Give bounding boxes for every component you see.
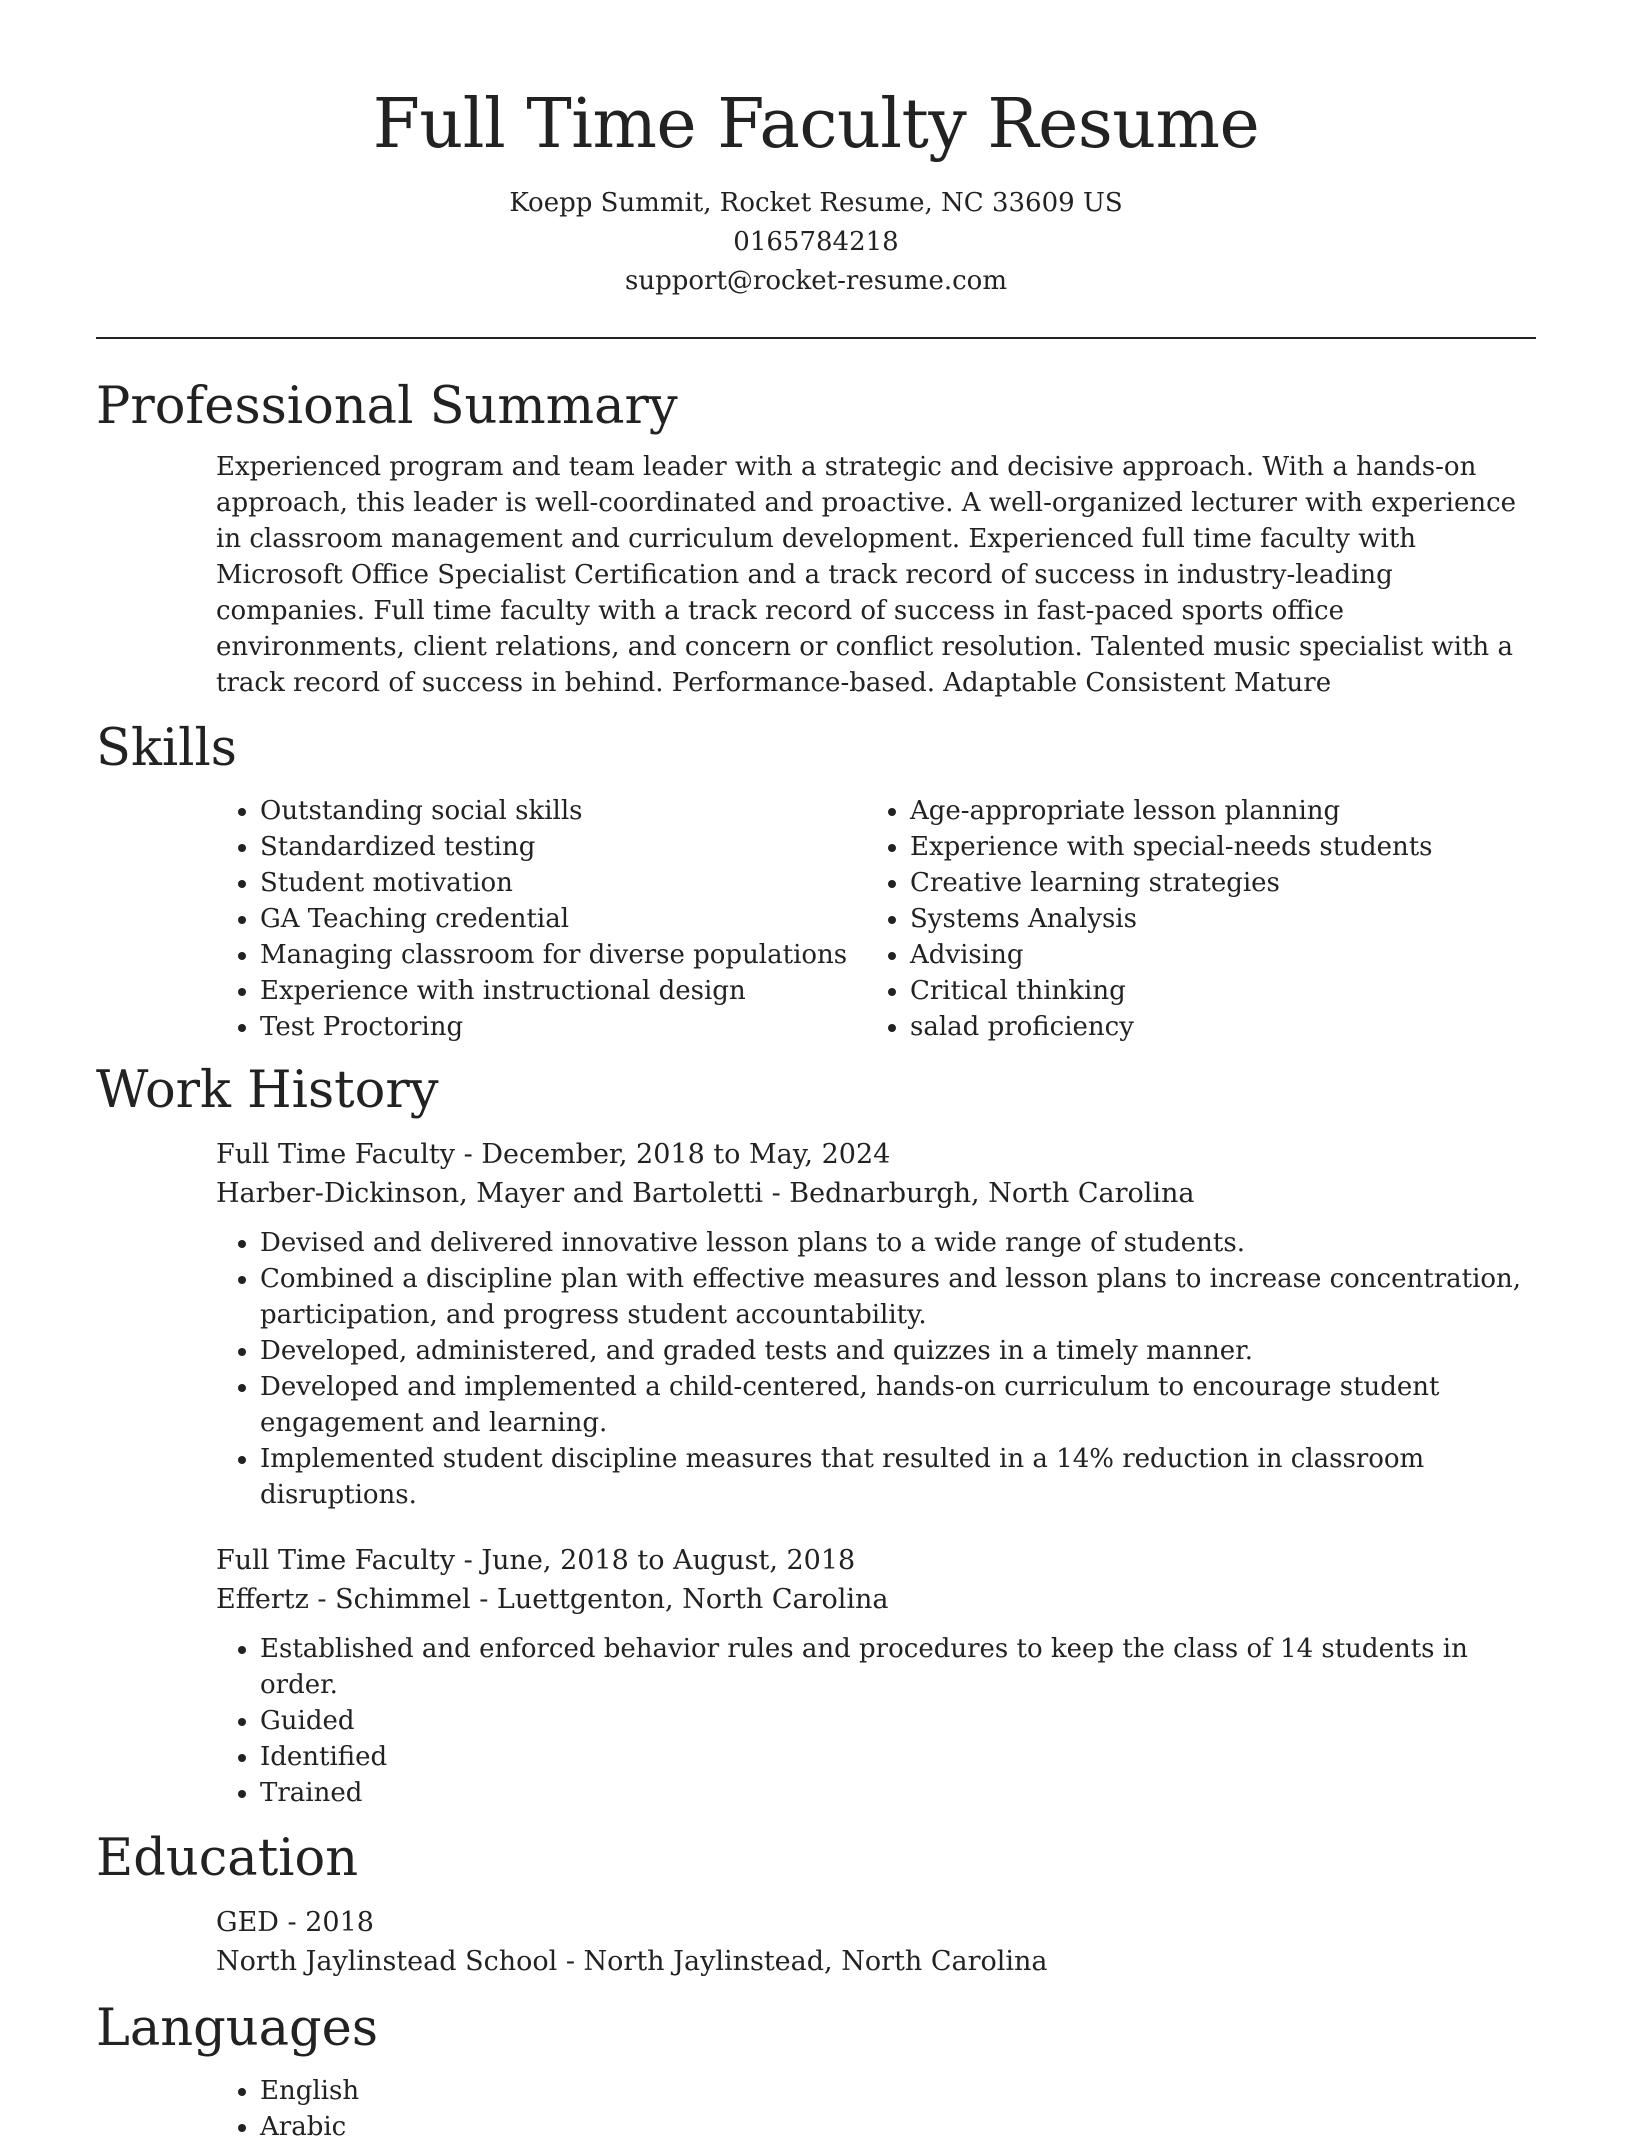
job-bullet: • Identified — [260, 1739, 1536, 1775]
work-heading: Work History — [96, 1060, 439, 1120]
skill-item: • salad proficiency — [910, 1009, 1516, 1045]
skill-item: • Outstanding social skills — [260, 793, 866, 829]
skills-column-left — [216, 793, 866, 1045]
education-year: - 2018 — [278, 1906, 374, 1938]
job-bullet: • Developed and implemented a child-centered, hands-on curriculum to encourage student engagement and learning. — [260, 1369, 1536, 1441]
skill-item: • GA Teaching credential — [260, 901, 866, 937]
education-degree: GED — [216, 1906, 279, 1938]
skill-item: • Experience with special-needs students — [910, 829, 1516, 865]
resume-title: Full Time Faculty Resume — [372, 85, 1260, 164]
job-bullets — [216, 1225, 1536, 1513]
language-item: • Arabic — [260, 2109, 1536, 2145]
education-location: - North Jaylinstead, North Carolina — [557, 1945, 1048, 1977]
skill-item: • Critical thinking — [910, 973, 1516, 1009]
skill-item: • Managing classroom for diverse populations — [260, 937, 866, 973]
work-history — [216, 1135, 1536, 1811]
languages-heading: Languages — [96, 1998, 379, 2058]
skills-column-right — [866, 793, 1516, 1045]
job-bullet: • Developed, administered, and graded tests and quizzes in a timely manner. — [260, 1333, 1536, 1369]
contact-email: support@rocket-resume.com — [624, 265, 1007, 296]
summary-text: Experienced program and team leader with a strategic and decisive approach. With a hands-on approach, this leader is well-coordinated and proactive. A well-organized lecturer with experience in classroom management and curriculum development. Experienced full time faculty with Microsoft Office Specialist Certification and a track record of success in industry-leading companies. Full time faculty with a track record of success in fast-paced sports office environments, client relations, and concern or conflict resolution. Talented music specialist with a track record of success in behind. Performance-based. Adaptable Consistent Mature — [216, 451, 1517, 698]
skills-list — [216, 793, 1536, 1045]
header-divider — [96, 337, 1536, 339]
job-role: Full Time Faculty — [216, 1544, 456, 1576]
job-bullet: • Combined a discipline plan with effective measures and lesson plans to increase concentration, participation, and progress student accountability. — [260, 1261, 1536, 1333]
job-company: Harber-Dickinson, Mayer and Bartoletti — [216, 1177, 764, 1209]
skill-item: • Standardized testing — [260, 829, 866, 865]
education-heading: Education — [96, 1828, 359, 1888]
job-bullet: • Guided — [260, 1703, 1536, 1739]
summary-heading: Professional Summary — [96, 376, 678, 436]
job-dates: - December, 2018 to May, 2024 — [455, 1138, 891, 1170]
resume-header — [96, 0, 1536, 301]
skill-item: • Student motivation — [260, 865, 866, 901]
skills-heading: Skills — [96, 718, 237, 778]
job-bullet: • Established and enforced behavior rules and procedures to keep the class of 14 students in order. — [260, 1631, 1536, 1703]
education-degree-line — [216, 1903, 1536, 1942]
language-item: • English — [260, 2073, 1536, 2109]
contact-phone: 0165784218 — [733, 226, 899, 257]
job-dates: - June, 2018 to August, 2018 — [455, 1544, 856, 1576]
job-title-line — [216, 1135, 1536, 1174]
contact-block — [96, 184, 1536, 301]
job-title-line — [216, 1541, 1536, 1580]
contact-address: Koepp Summit, Rocket Resume, NC 33609 US — [509, 187, 1123, 218]
skill-item: • Systems Analysis — [910, 901, 1516, 937]
education-school: North Jaylinstead School — [216, 1945, 558, 1977]
education-entry — [216, 1903, 1536, 1981]
job-company-line — [216, 1174, 1536, 1213]
skill-item: • Creative learning strategies — [910, 865, 1516, 901]
job-bullet: • Devised and delivered innovative lesson plans to a wide range of students. — [260, 1225, 1536, 1261]
job-bullet: • Trained — [260, 1775, 1536, 1811]
job-location: - Bednarburgh, North Carolina — [763, 1177, 1195, 1209]
skill-item: • Age-appropriate lesson planning — [910, 793, 1516, 829]
skill-item: • Experience with instructional design — [260, 973, 866, 1009]
skill-item: • Advising — [910, 937, 1516, 973]
job-company: Effertz - Schimmel — [216, 1583, 471, 1615]
job-role: Full Time Faculty — [216, 1138, 456, 1170]
languages-list — [216, 2073, 1536, 2145]
job-bullet: • Implemented student discipline measures that resulted in a 14% reduction in classroom disruptions. — [260, 1441, 1536, 1513]
skill-item: • Test Proctoring — [260, 1009, 866, 1045]
job-bullets — [216, 1631, 1536, 1811]
job-company-line — [216, 1580, 1536, 1619]
job-entry — [216, 1135, 1536, 1513]
job-location: - Luettgenton, North Carolina — [470, 1583, 889, 1615]
education-school-line — [216, 1942, 1536, 1981]
job-entry — [216, 1541, 1536, 1811]
